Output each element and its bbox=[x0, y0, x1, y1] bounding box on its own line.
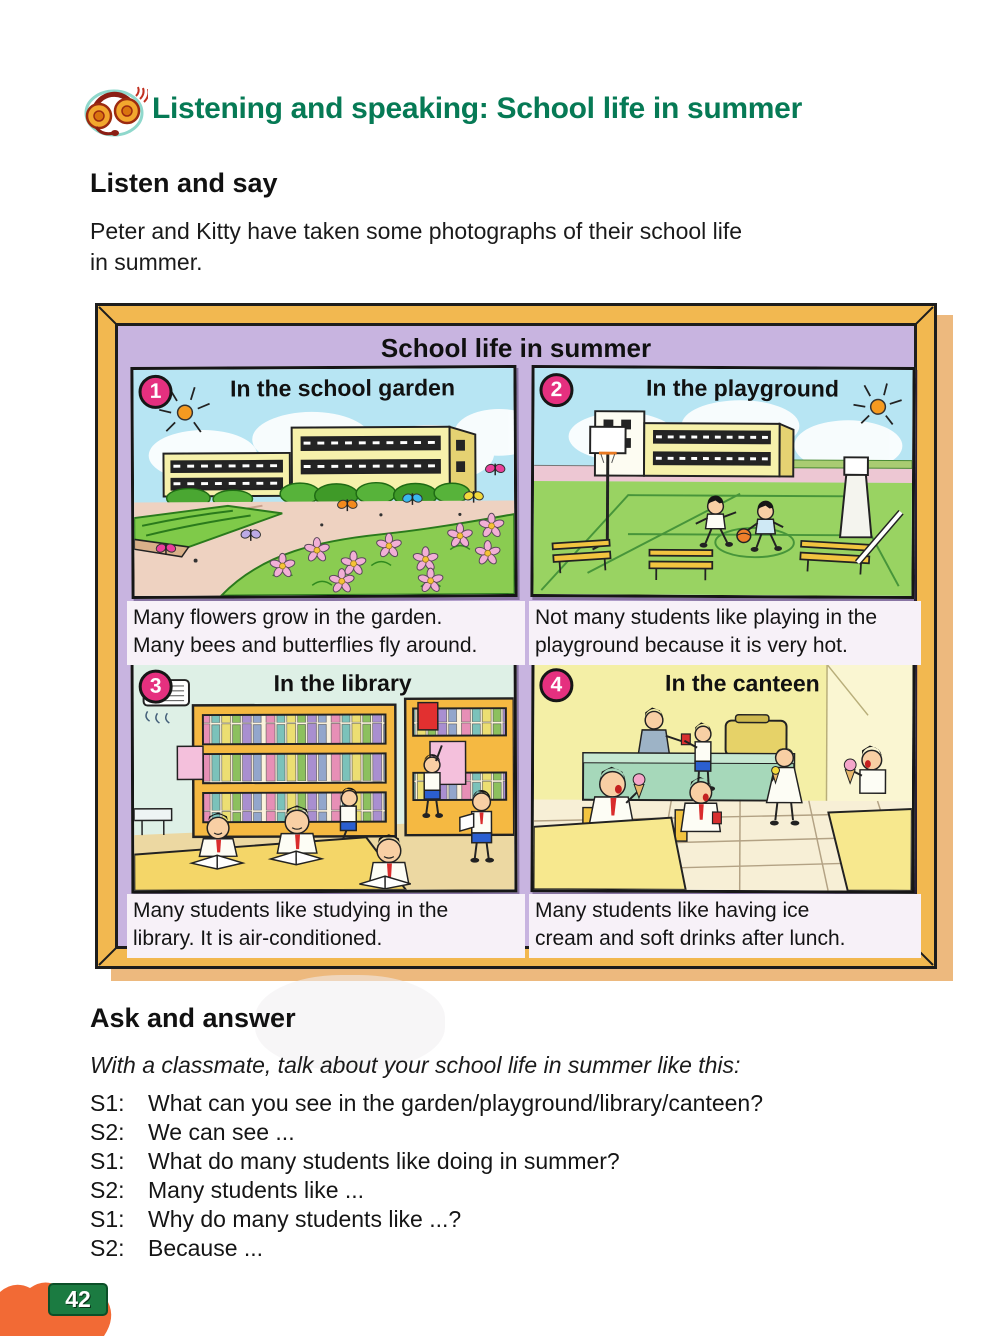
panel-title: In the school garden bbox=[229, 374, 456, 402]
speaker-label: S1: bbox=[90, 1090, 125, 1116]
panel-number-badge bbox=[539, 373, 573, 407]
panel-number-badge bbox=[138, 375, 172, 409]
caption-line: cream and soft drinks after lunch. bbox=[535, 927, 846, 950]
panel-library bbox=[131, 660, 518, 893]
speaker-label: S1: bbox=[90, 1148, 125, 1174]
dialogue-text: What can you see in the garden/playground/library/canteen? bbox=[148, 1090, 764, 1116]
speaker-label: S2: bbox=[90, 1177, 125, 1203]
panel-title: In the library bbox=[273, 669, 412, 697]
panel-caption bbox=[529, 601, 921, 665]
goal-stand bbox=[840, 457, 872, 537]
dialogue-text: What do many students like doing in summer? bbox=[148, 1148, 620, 1174]
headphones-icon bbox=[82, 80, 148, 142]
panel-playground bbox=[530, 365, 915, 599]
dialogue-row bbox=[90, 1119, 295, 1146]
panel-number-badge bbox=[539, 668, 573, 702]
board-title: School life in summer bbox=[380, 333, 652, 363]
dialogue-row bbox=[90, 1148, 620, 1175]
dialogue-row bbox=[90, 1090, 763, 1117]
intro-line-2: in summer. bbox=[90, 249, 203, 275]
speaker-label: S1: bbox=[90, 1206, 125, 1232]
canteen-table bbox=[534, 817, 686, 890]
panel-caption bbox=[127, 894, 525, 958]
caption-line: library. It is air-conditioned. bbox=[133, 927, 383, 950]
dialogue-row bbox=[90, 1235, 263, 1262]
caption-line: Many flowers grow in the garden. bbox=[133, 606, 443, 629]
panel-number: 4 bbox=[550, 673, 563, 697]
dialogue-row bbox=[90, 1177, 364, 1204]
instruction-text: With a classmate, talk about your school life in summer like this: bbox=[90, 1052, 741, 1078]
caption-line: Many students like studying in the bbox=[133, 899, 449, 922]
counter-machine bbox=[726, 721, 787, 756]
page-number-badge bbox=[48, 1283, 108, 1316]
caption-line: playground because it is very hot. bbox=[535, 634, 848, 657]
panel-canteen bbox=[530, 660, 915, 894]
listen-and-say-heading: Listen and say bbox=[90, 168, 278, 198]
dialogue-text: Many students like ... bbox=[148, 1177, 365, 1203]
panel-title: In the playground bbox=[645, 374, 840, 402]
dialogue-text: Why do many students like ...? bbox=[148, 1206, 462, 1232]
page-title: Listening and speaking: School life in summer bbox=[152, 92, 802, 125]
speaker-label: S2: bbox=[90, 1235, 125, 1261]
ball bbox=[737, 529, 751, 543]
panel-caption bbox=[127, 601, 525, 665]
panel-school-garden bbox=[130, 365, 517, 599]
panel-number: 2 bbox=[550, 378, 563, 402]
caption-line: Not many students like playing in the bbox=[535, 606, 878, 629]
panel-number-badge bbox=[139, 670, 173, 704]
dialogue-text: Because ... bbox=[148, 1235, 264, 1261]
caption-line: Many students like having ice bbox=[535, 899, 810, 922]
photo-board bbox=[95, 303, 937, 969]
dialogue-row bbox=[90, 1206, 461, 1233]
ask-and-answer-heading: Ask and answer bbox=[90, 1003, 296, 1033]
caption-line: Many bees and butterflies fly around. bbox=[133, 634, 478, 657]
intro-text bbox=[90, 216, 742, 278]
speaker-label: S2: bbox=[90, 1119, 125, 1145]
panel-number: 3 bbox=[149, 674, 162, 698]
panel-caption bbox=[529, 894, 921, 958]
panel-number: 1 bbox=[149, 379, 162, 403]
panel-title: In the canteen bbox=[665, 669, 820, 697]
page-number: 42 bbox=[65, 1286, 91, 1312]
intro-line-1: Peter and Kitty have taken some photographs of their school life bbox=[90, 218, 743, 244]
bookshelf bbox=[405, 698, 514, 835]
dialogue-text: We can see ... bbox=[148, 1119, 295, 1145]
